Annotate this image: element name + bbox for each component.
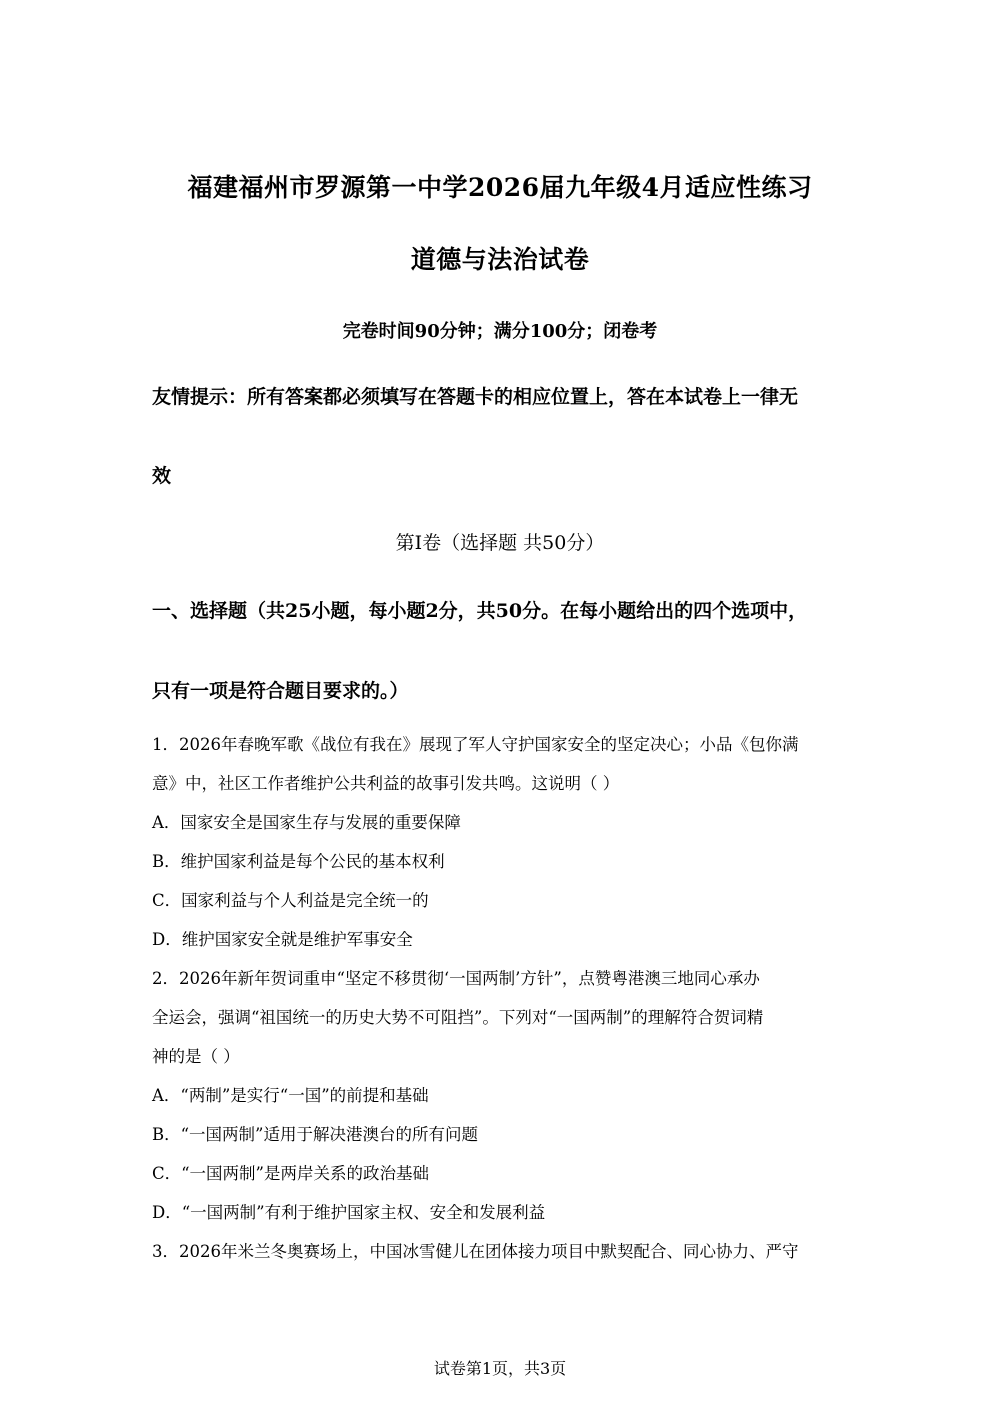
exam-info: 完卷时间90分钟；满分100分；闭卷考	[342, 321, 658, 342]
section-heading-line-2: 只有一项是符合题目要求的。）	[152, 680, 409, 702]
tip-line-1: 友情提示：所有答案都必须填写在答题卡的相应位置上，答在本试卷上一律无	[152, 386, 799, 408]
question-2-stem-line-1: 2．2026年新年贺词重申“坚定不移贯彻‘一国两制’方针”，点赞粤港澳三地同心承办	[152, 969, 760, 988]
page-footer: 试卷第1页，共3页	[433, 1359, 567, 1378]
question-2-option-d: D．“一国两制”有利于维护国家主权、安全和发展利益	[152, 1203, 546, 1222]
exam-title-line-2: 道德与法治试卷	[410, 245, 590, 274]
question-1-option-b: B．维护国家利益是每个公民的基本权利	[152, 852, 445, 871]
exam-title-line-1: 福建福州市罗源第一中学2026届九年级4月适应性练习	[187, 173, 813, 202]
question-3-stem-line-1: 3．2026年米兰冬奥赛场上，中国冰雪健儿在团体接力项目中默契配合、同心协力、严守	[152, 1242, 799, 1261]
question-2-stem-line-2: 全运会，强调“祖国统一的历史大势不可阻挡”。下列对“一国两制”的理解符合贺词精	[152, 1008, 764, 1027]
tip-line-2: 效	[152, 465, 172, 487]
question-1-stem-line-1: 1．2026年春晚军歌《战位有我在》展现了军人守护国家安全的坚定决心；小品《包你满	[152, 735, 799, 754]
section-heading-line-1: 一、选择题（共25小题，每小题2分，共50分。在每小题给出的四个选项中，	[152, 600, 808, 622]
question-1-option-d: D．维护国家安全就是维护军事安全	[152, 930, 413, 949]
part-title: 第Ⅰ卷（选择题 共50分）	[395, 532, 605, 554]
question-1-stem-line-2: 意》中，社区工作者维护公共利益的故事引发共鸣。这说明（ ）	[152, 774, 620, 793]
question-2-option-a: A．“两制”是实行“一国”的前提和基础	[152, 1086, 429, 1105]
question-2-option-c: C．“一国两制”是两岸关系的政治基础	[152, 1164, 429, 1183]
question-1-option-c: C．国家利益与个人利益是完全统一的	[152, 891, 429, 910]
question-2-stem-line-3: 神的是（ ）	[152, 1047, 240, 1066]
question-1-option-a: A．国家安全是国家生存与发展的重要保障	[152, 813, 461, 832]
question-2-option-b: B．“一国两制”适用于解决港澳台的所有问题	[152, 1125, 478, 1144]
